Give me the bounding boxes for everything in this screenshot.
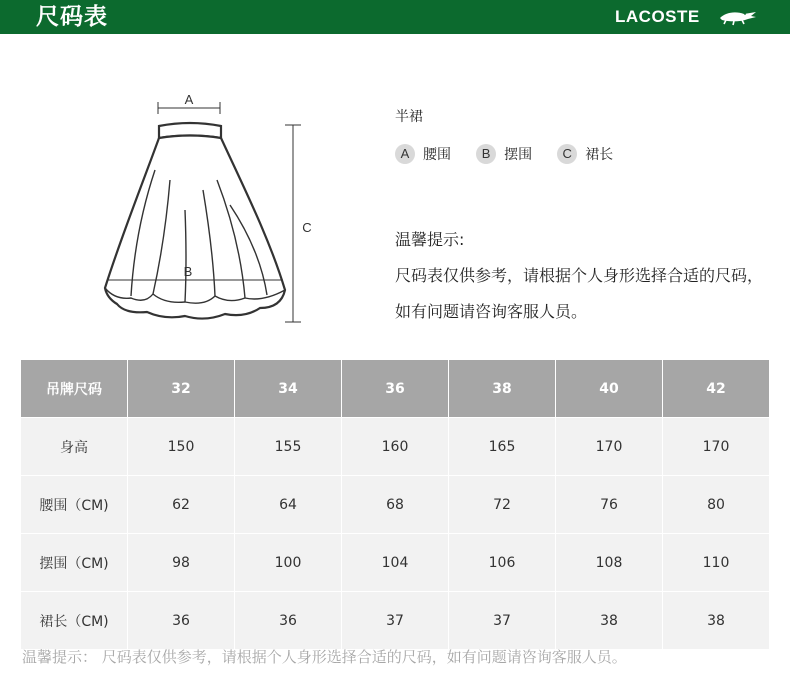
brand-logo-text: LACOSTE (615, 7, 700, 26)
page-title: 尺码表 (36, 4, 108, 30)
table-cell: 37 (449, 592, 556, 650)
column-header: 吊牌尺码 (21, 360, 128, 418)
table-cell: 37 (342, 592, 449, 650)
table-cell: 98 (128, 534, 235, 592)
table-cell: 170 (663, 418, 770, 476)
crocodile-logo-icon (718, 8, 758, 26)
column-header: 34 (235, 360, 342, 418)
table-cell: 38 (663, 592, 770, 650)
column-header: 32 (128, 360, 235, 418)
table-header-row (21, 360, 770, 418)
table-cell: 110 (663, 534, 770, 592)
column-header: 36 (342, 360, 449, 418)
dimension-label-c: C (302, 220, 312, 235)
legend-keys (395, 143, 633, 164)
legend-key-c (557, 144, 613, 164)
footer-note: 温馨提示： 尺码表仅供参考，请根据个人身形选择合适的尺码，如有问题请咨询客服人员。 (22, 648, 627, 666)
row-label: 裙长（CM) (21, 592, 128, 650)
table-cell: 36 (235, 592, 342, 650)
legend-letter-c: C (557, 144, 577, 164)
row-label: 腰围（CM) (21, 476, 128, 534)
legend-label-length: 裙长 (585, 147, 614, 163)
table-cell: 108 (556, 534, 663, 592)
table-cell: 170 (556, 418, 663, 476)
table-cell: 100 (235, 534, 342, 592)
legend-label-hem: 摆围 (504, 147, 533, 163)
column-header: 40 (556, 360, 663, 418)
skirt-diagram (95, 90, 315, 330)
table-cell: 62 (128, 476, 235, 534)
dimension-label-a: A (184, 92, 194, 107)
table-cell: 80 (663, 476, 770, 534)
table-cell: 150 (128, 418, 235, 476)
table-cell: 155 (235, 418, 342, 476)
garment-type: 半裙 (395, 109, 423, 125)
table-cell: 38 (556, 592, 663, 650)
table-cell: 36 (128, 592, 235, 650)
table-cell: 64 (235, 476, 342, 534)
table-cell: 104 (342, 534, 449, 592)
row-label: 摆围（CM) (21, 534, 128, 592)
legend-key-b (476, 144, 532, 164)
table-cell: 165 (449, 418, 556, 476)
legend-key-a (395, 144, 451, 164)
table-cell: 72 (449, 476, 556, 534)
column-header: 42 (663, 360, 770, 418)
legend-letter-a: A (395, 144, 415, 164)
size-tip (395, 222, 765, 330)
size-table (20, 359, 770, 650)
tip-text: 尺码表仅供参考，请根据个人身形选择合适的尺码，如有问题请咨询客服人员。 (395, 266, 764, 321)
tip-title: 温馨提示: (395, 230, 465, 249)
table-cell: 106 (449, 534, 556, 592)
dimension-label-b: B (183, 264, 193, 279)
legend-label-waist: 腰围 (423, 147, 451, 163)
measurement-legend (395, 108, 614, 163)
table-cell: 160 (342, 418, 449, 476)
column-header: 38 (449, 360, 556, 418)
table-row (21, 592, 770, 650)
table-row (21, 476, 770, 534)
legend-letter-b: B (476, 144, 496, 164)
table-row (21, 418, 770, 476)
table-row (21, 534, 770, 592)
table-cell: 76 (556, 476, 663, 534)
row-label: 身高 (21, 418, 128, 476)
table-cell: 68 (342, 476, 449, 534)
header-bar (0, 0, 790, 34)
